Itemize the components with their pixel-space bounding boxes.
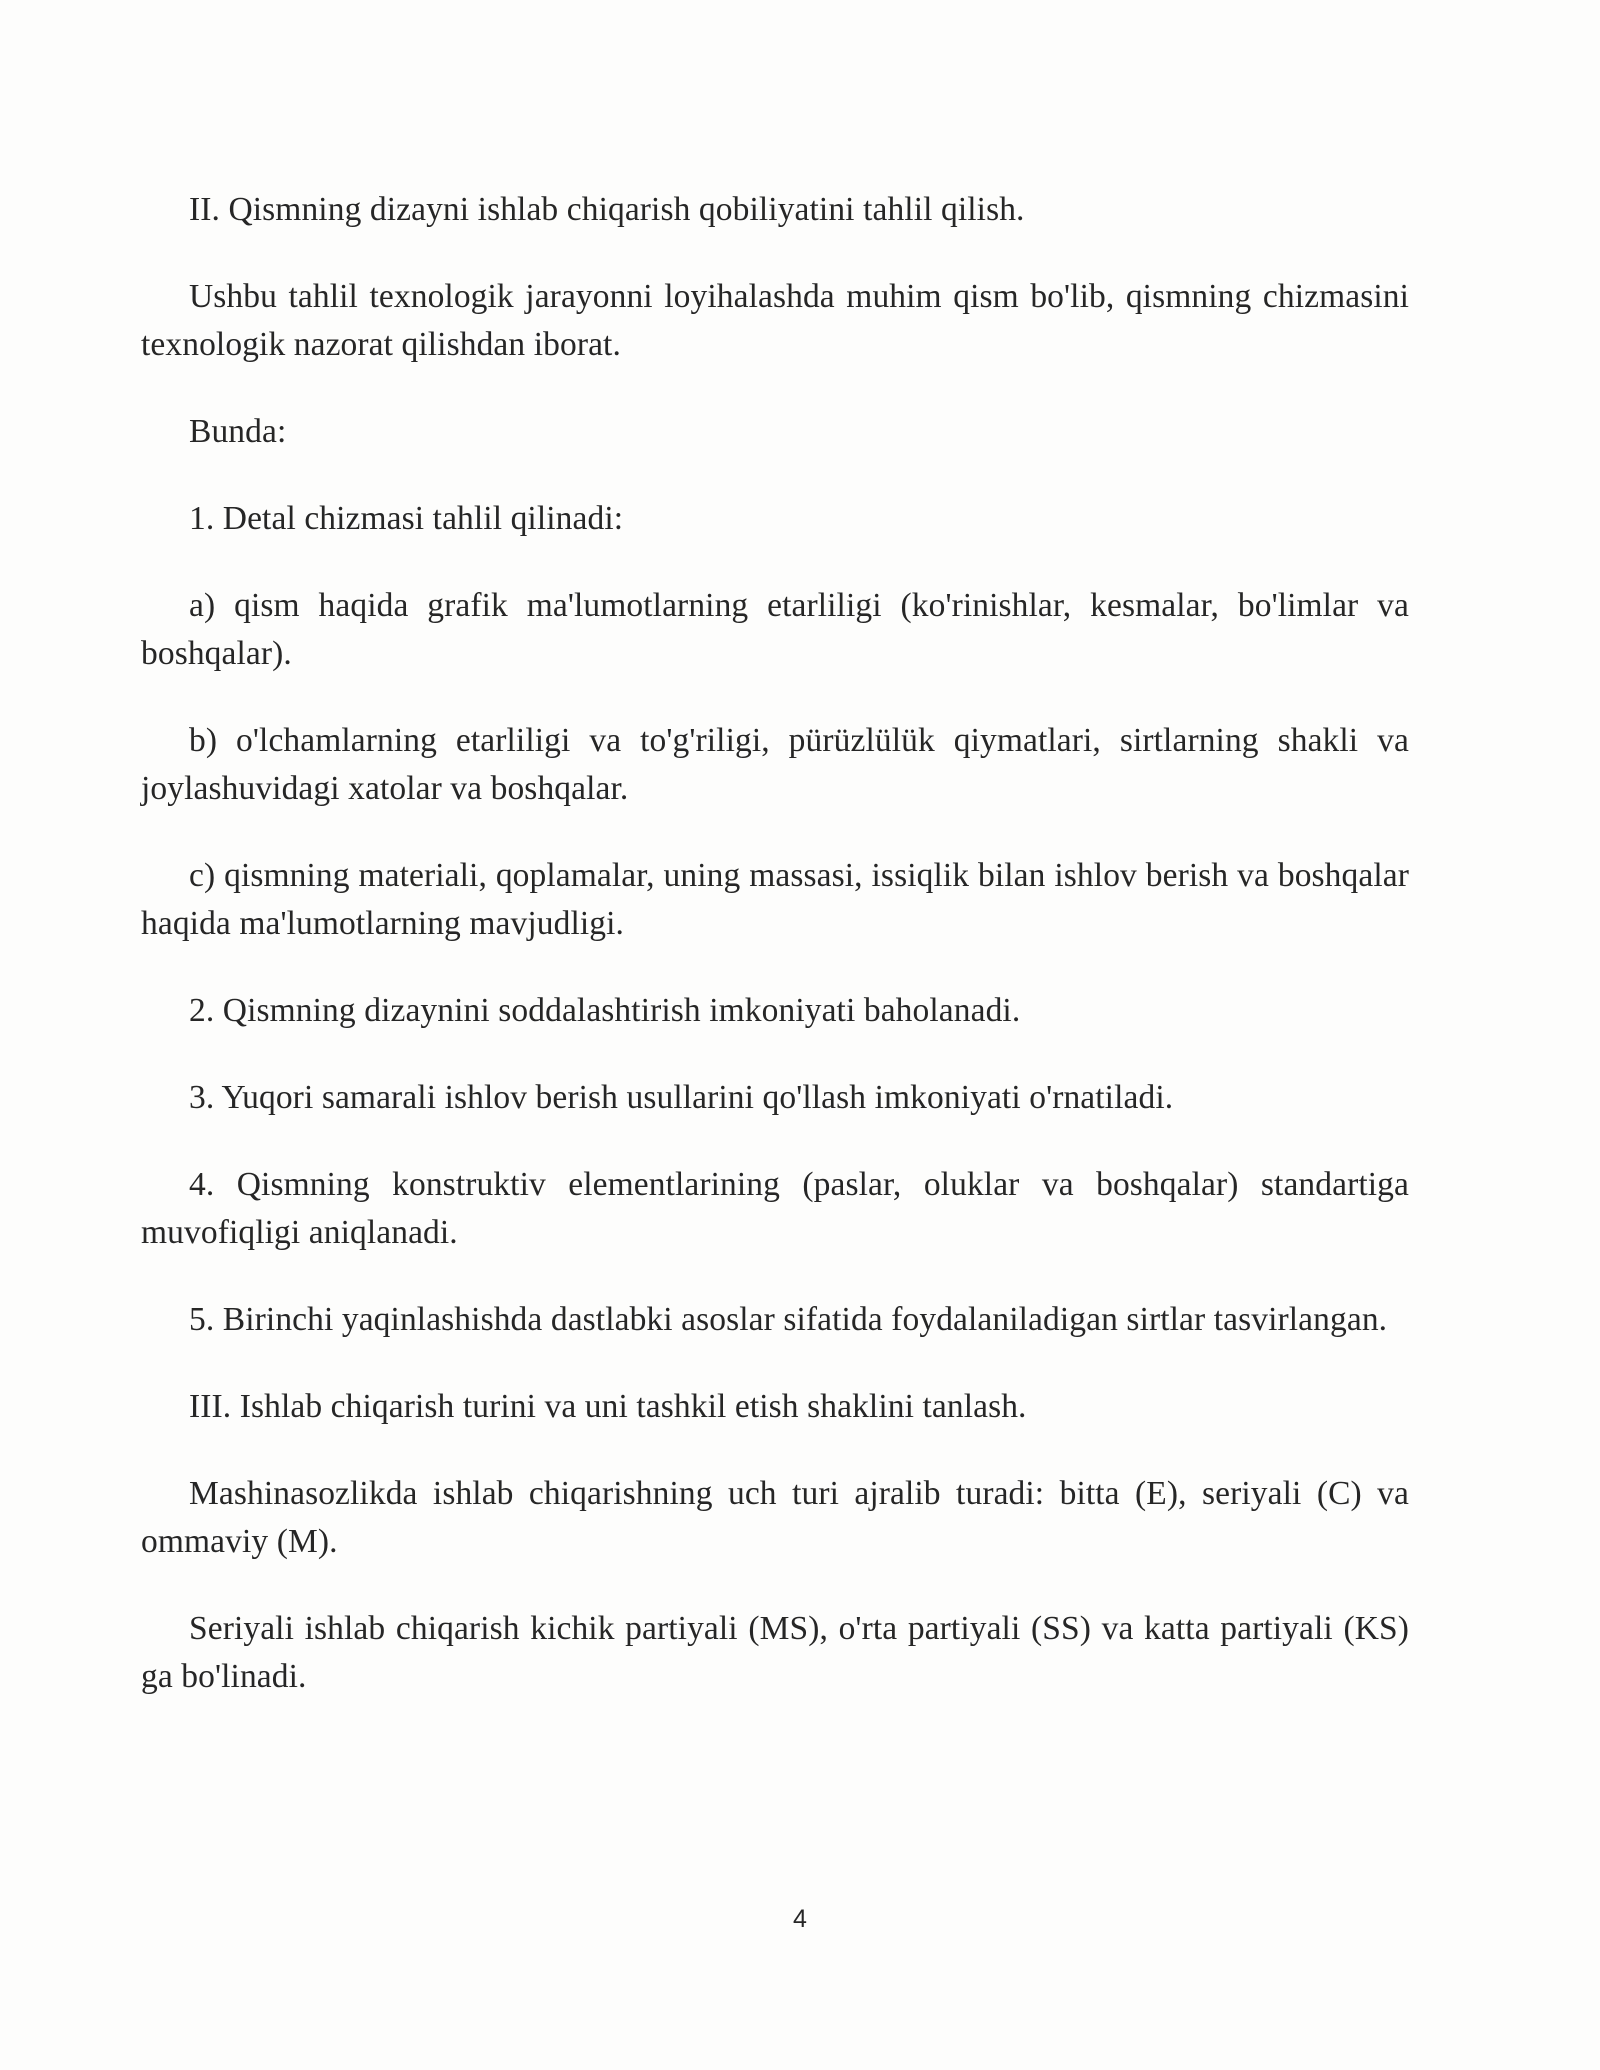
paragraph: Seriyali ishlab chiqarish kichik partiyali (MS), o'rta partiyali (SS) va katta partiyali (KS) ga bo'linadi. [141,1610,1409,1695]
paragraph: Mashinasozlikda ishlab chiqarishning uch turi ajralib turadi: bitta (E), seriyali (C) va ommaviy (M). [141,1475,1409,1560]
paragraph: Ushbu tahlil texnologik jarayonni loyihalashda muhim qism bo'lib, qismning chizmasini texnologik nazorat qilishdan iborat. [141,278,1409,363]
heading-section-3: III. Ishlab chiqarish turini va uni tashkil etish shaklini tanlash. [189,1388,1027,1425]
list-subitem: c) qismning materiali, qoplamalar, uning massasi, issiqlik bilan ishlov berish va boshqalar haqida ma'lumotlarning mavjudligi. [141,857,1409,942]
list-item: 5. Birinchi yaqinlashishda dastlabki asoslar sifatida foydalaniladigan sirtlar tasvirlangan. [189,1301,1388,1338]
list-item: 1. Detal chizmasi tahlil qilinadi: [189,500,624,537]
heading-section-2: II. Qismning dizayni ishlab chiqarish qobiliyatini tahlil qilish. [189,191,1025,228]
paragraph: Bunda: [189,413,287,450]
list-subitem: b) o'lchamlarning etarliligi va to'g'riligi, pürüzlülük qiymatlari, sirtlarning shakli va joylashuvidagi xatolar va boshqalar. [141,722,1409,807]
page-content [141,186,1409,1740]
list-item: 2. Qismning dizaynini soddalashtirish imkoniyati baholanadi. [189,992,1021,1029]
list-subitem: a) qism haqida grafik ma'lumotlarning etarliligi (ko'rinishlar, kesmalar, bo'limlar va boshqalar). [141,587,1409,672]
page-number: 4 [793,1905,807,1933]
list-item: 4. Qismning konstruktiv elementlarining (paslar, oluklar va boshqalar) standartiga muvofiqligi aniqlanadi. [141,1166,1409,1251]
list-item: 3. Yuqori samarali ishlov berish usullarini qo'llash imkoniyati o'rnatiladi. [189,1079,1174,1116]
